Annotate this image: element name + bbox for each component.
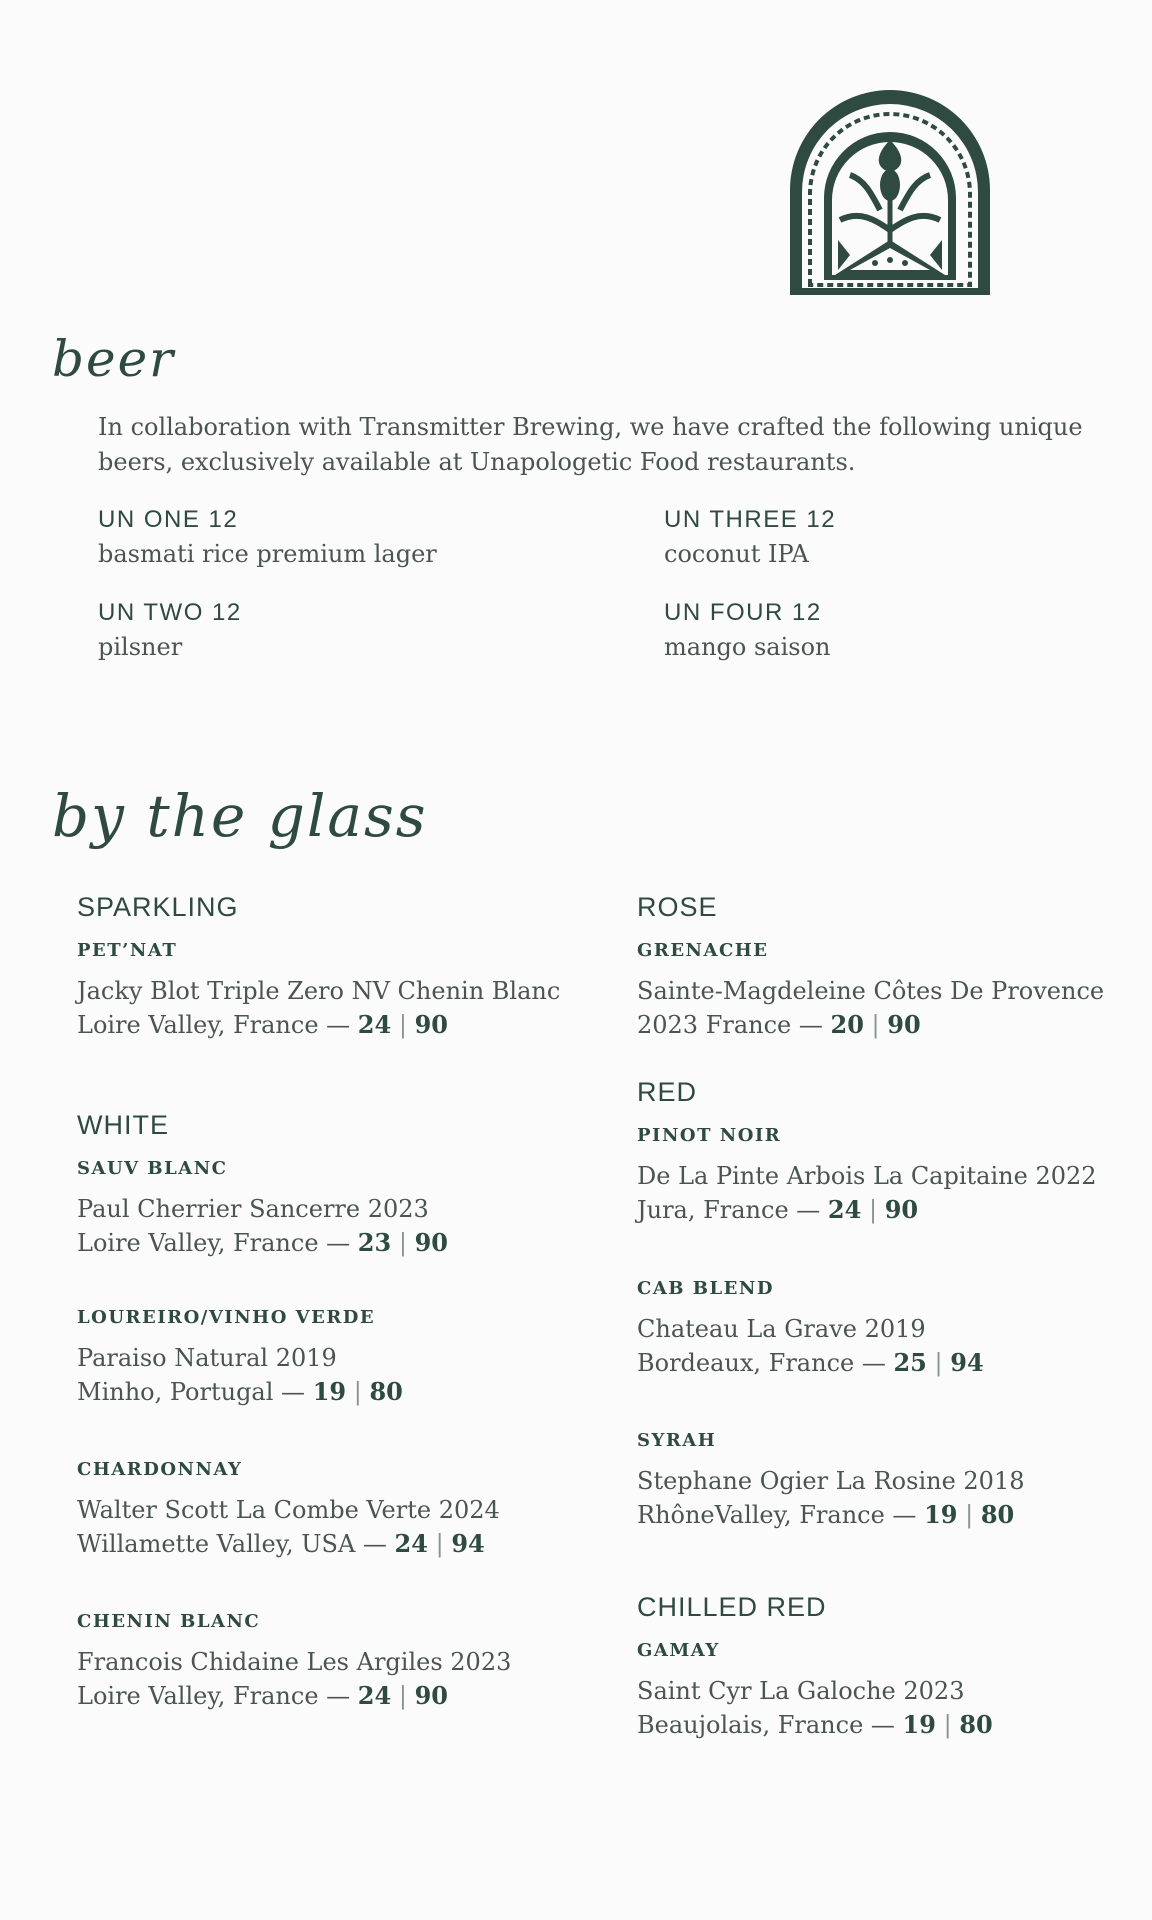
wine-entry bbox=[637, 1430, 1152, 1532]
category-heading: RED bbox=[637, 1077, 698, 1107]
category-heading: SPARKLING bbox=[77, 892, 239, 922]
wine-origin-price bbox=[637, 1008, 1152, 1042]
grape-label: CAB BLEND bbox=[637, 1278, 774, 1299]
wine-name: Paul Cherrier Sancerre 2023 bbox=[77, 1195, 429, 1223]
glass-price: 24 bbox=[357, 1681, 392, 1710]
bottle-price: 90 bbox=[887, 1010, 921, 1039]
beer-description: coconut IPA bbox=[664, 540, 809, 568]
beer-description: mango saison bbox=[664, 633, 831, 661]
glass-price: 23 bbox=[357, 1228, 392, 1257]
wine-origin: Jura, France — bbox=[637, 1196, 828, 1224]
price-separator: | bbox=[398, 1229, 407, 1257]
beer-name: UN FOUR 12 bbox=[664, 599, 822, 626]
glass-price: 24 bbox=[827, 1195, 862, 1224]
grape-label: SAUV BLANC bbox=[77, 1158, 228, 1179]
grape-label: LOUREIRO/VINHO VERDE bbox=[77, 1307, 376, 1328]
wine-origin: 2023 France — bbox=[637, 1011, 831, 1039]
by-the-glass-title: by the glass bbox=[52, 782, 428, 850]
bottle-price: 90 bbox=[884, 1195, 919, 1224]
grape-label: GRENACHE bbox=[637, 940, 769, 961]
glass-price: 19 bbox=[312, 1377, 347, 1406]
grape-label: PET’NAT bbox=[77, 940, 178, 961]
glass-price: 19 bbox=[902, 1710, 936, 1739]
sparkling-section bbox=[77, 892, 617, 1042]
beer-item bbox=[98, 596, 548, 664]
beer-name: UN TWO 12 bbox=[98, 599, 242, 626]
bottle-price: 80 bbox=[980, 1500, 1015, 1529]
white-section bbox=[77, 1110, 617, 1260]
wine-origin-price bbox=[77, 1375, 617, 1409]
wine-origin: Loire Valley, France — bbox=[77, 1682, 358, 1710]
price-separator: | bbox=[871, 1011, 880, 1039]
wine-origin-price bbox=[77, 1008, 617, 1042]
beer-intro: In collaboration with Transmitter Brewing, we have crafted the following unique beers, exclusively available at Unapologetic Food restaurants. bbox=[98, 413, 1083, 476]
price-separator: | bbox=[868, 1196, 878, 1224]
arch-logo-icon bbox=[780, 80, 1000, 300]
bottle-price: 94 bbox=[451, 1529, 485, 1558]
wine-name: De La Pinte Arbois La Capitaine 2022 bbox=[637, 1162, 1097, 1190]
wine-name: Chateau La Grave 2019 bbox=[637, 1315, 926, 1343]
wine-name: Saint Cyr La Galoche 2023 bbox=[637, 1677, 965, 1705]
beer-item bbox=[664, 503, 1114, 571]
rose-section bbox=[637, 892, 1152, 1042]
wine-origin-price bbox=[637, 1708, 1152, 1742]
wine-origin: Loire Valley, France — bbox=[77, 1011, 358, 1039]
bottle-price: 94 bbox=[950, 1348, 984, 1377]
wine-name: Walter Scott La Combe Verte 2024 bbox=[77, 1496, 500, 1524]
price-separator: | bbox=[398, 1682, 407, 1710]
grape-label: GAMAY bbox=[637, 1640, 720, 1661]
wine-origin-price bbox=[77, 1679, 617, 1713]
beer-section-title: beer bbox=[52, 330, 176, 388]
glass-price: 20 bbox=[830, 1010, 864, 1039]
price-separator: | bbox=[934, 1349, 943, 1377]
beer-item bbox=[98, 503, 548, 571]
wine-entry bbox=[637, 1278, 1152, 1380]
price-separator: | bbox=[965, 1501, 974, 1529]
beer-description: pilsner bbox=[98, 633, 183, 661]
glass-price: 24 bbox=[394, 1529, 428, 1558]
bottle-price: 90 bbox=[414, 1228, 448, 1257]
wine-origin: Loire Valley, France — bbox=[77, 1229, 358, 1257]
wine-name: Francois Chidaine Les Argiles 2023 bbox=[77, 1648, 512, 1676]
beer-item bbox=[664, 596, 1114, 664]
bottle-price: 80 bbox=[959, 1710, 993, 1739]
wine-origin-price bbox=[77, 1226, 617, 1260]
wine-origin: RhôneValley, France — bbox=[637, 1501, 925, 1529]
grape-label: PINOT NOIR bbox=[637, 1125, 782, 1146]
price-separator: | bbox=[943, 1711, 952, 1739]
grape-label: CHARDONNAY bbox=[77, 1459, 243, 1480]
red-section bbox=[637, 1077, 1152, 1227]
price-separator: | bbox=[435, 1530, 444, 1558]
category-heading: CHILLED RED bbox=[637, 1592, 827, 1622]
glass-price: 25 bbox=[893, 1348, 927, 1377]
glass-price: 19 bbox=[924, 1500, 958, 1529]
wine-name: Jacky Blot Triple Zero NV Chenin Blanc bbox=[77, 977, 561, 1005]
wine-name: Stephane Ogier La Rosine 2018 bbox=[637, 1467, 1025, 1495]
price-separator: | bbox=[398, 1011, 407, 1039]
grape-label: CHENIN BLANC bbox=[77, 1611, 261, 1632]
wine-origin-price bbox=[637, 1498, 1152, 1532]
price-separator: | bbox=[353, 1378, 362, 1406]
wine-origin: Beaujolais, France — bbox=[637, 1711, 903, 1739]
bottle-price: 90 bbox=[414, 1010, 448, 1039]
wine-origin-price bbox=[637, 1346, 1152, 1380]
wine-entry bbox=[77, 1611, 617, 1713]
glass-price: 24 bbox=[357, 1010, 392, 1039]
beer-name: UN ONE 12 bbox=[98, 506, 239, 533]
category-heading: WHITE bbox=[77, 1110, 169, 1140]
wine-origin-price bbox=[77, 1527, 617, 1561]
beer-description: basmati rice premium lager bbox=[98, 540, 437, 568]
wine-origin: Bordeaux, France — bbox=[637, 1349, 894, 1377]
wine-origin: Minho, Portugal — bbox=[77, 1378, 313, 1406]
bottle-price: 80 bbox=[369, 1377, 403, 1406]
bottle-price: 90 bbox=[414, 1681, 448, 1710]
wine-name: Paraiso Natural 2019 bbox=[77, 1344, 337, 1372]
wine-origin-price bbox=[637, 1193, 1152, 1227]
grape-label: SYRAH bbox=[637, 1430, 717, 1451]
wine-name: Sainte-Magdeleine Côtes De Provence bbox=[637, 977, 1105, 1005]
wine-entry bbox=[77, 1307, 617, 1409]
category-heading: ROSE bbox=[637, 892, 718, 922]
wine-entry bbox=[77, 1459, 617, 1561]
beer-name: UN THREE 12 bbox=[664, 506, 837, 533]
wine-origin: Willamette Valley, USA — bbox=[77, 1530, 395, 1558]
chilled-red-section bbox=[637, 1592, 1152, 1742]
